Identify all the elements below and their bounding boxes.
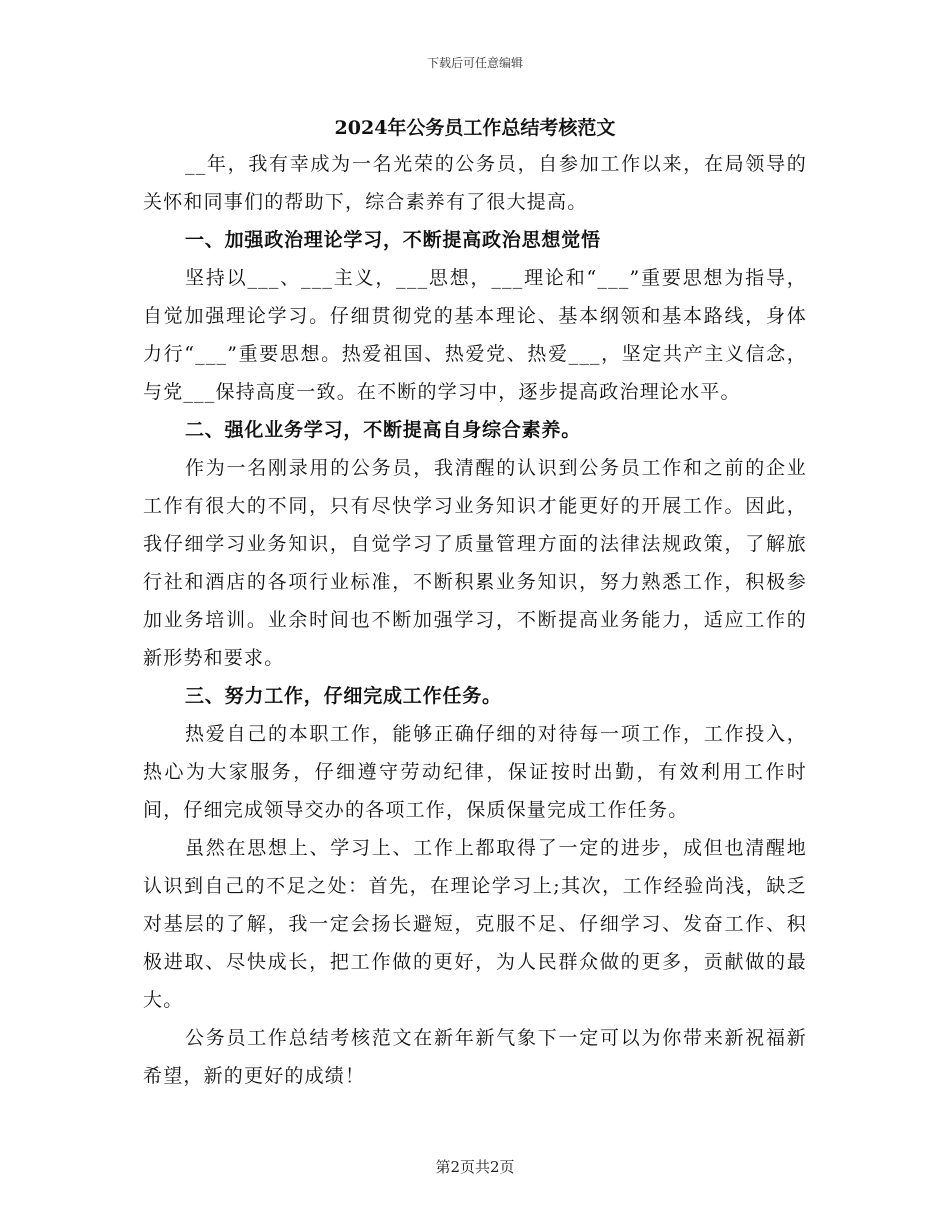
section-paragraph-politics: 坚持以___、___主义，___思想，___理论和“___”重要思想为指导，自觉加强理论学习。仔细贯彻党的基本理论、基本纲领和基本路线，身体力行“___”重要思想。热爱祖国、热爱党、热爱___，坚定共产主义信念，与党___保持高度一致。在不断的学习中，逐步提高政治理论水平。 [143,267,807,403]
section-paragraph-work: 热爱自己的本职工作，能够正确仔细的对待每一项工作，工作投入，热心为大家服务，仔细遵守劳动纪律，保证按时出勤，有效利用工作时间，仔细完成领导交办的各项工作，保质保量完成工作任务。 [143,723,807,821]
page-indicator: 第2页共2页 [435,1158,515,1176]
reflection-paragraph: 虽然在思想上、学习上、工作上都取得了一定的进步，成但也清醒地认识到自己的不足之处：首先，在理论学习上;其次，工作经验尚浅，缺乏对基层的了解，我一定会扬长避短，克服不足、仔细学习、发奋工作、积极进取、尽快成长，把工作做的更好，为人民群众做的更多，贡献做的最大。 [143,837,807,1011]
section-heading-politics: 一、加强政治理论学习，不断提高政治思想觉悟 [185,229,601,251]
section-heading-work: 三、努力工作，仔细完成工作任务。 [185,685,502,707]
intro-paragraph: __年，我有幸成为一名光荣的公务员，自参加工作以来，在局领导的关怀和同事们的帮助下，综合素养有了很大提高。 [143,153,807,213]
document-title: 2024年公务员工作总结考核范文 [334,117,616,139]
header-note: 下载后可任意编辑 [426,56,523,70]
section-paragraph-business: 作为一名刚录用的公务员，我清醒的认识到公务员工作和之前的企业工作有很大的不同，只有尽快学习业务知识才能更好的开展工作。因此，我仔细学习业务知识，自觉学习了质量管理方面的法律法规政策，了解旅行社和酒店的各项行业标准，不断积累业务知识，努力熟悉工作，积极参加业务培训。业余时间也不断加强学习，不断提高业务能力，适应工作的新形势和要求。 [143,457,807,669]
closing-paragraph: 公务员工作总结考核范文在新年新气象下一定可以为你带来新祝福新希望，新的更好的成绩！ [143,1027,807,1087]
section-heading-business: 二、强化业务学习，不断提高自身综合素养。 [185,419,582,441]
document-body [143,112,807,1095]
